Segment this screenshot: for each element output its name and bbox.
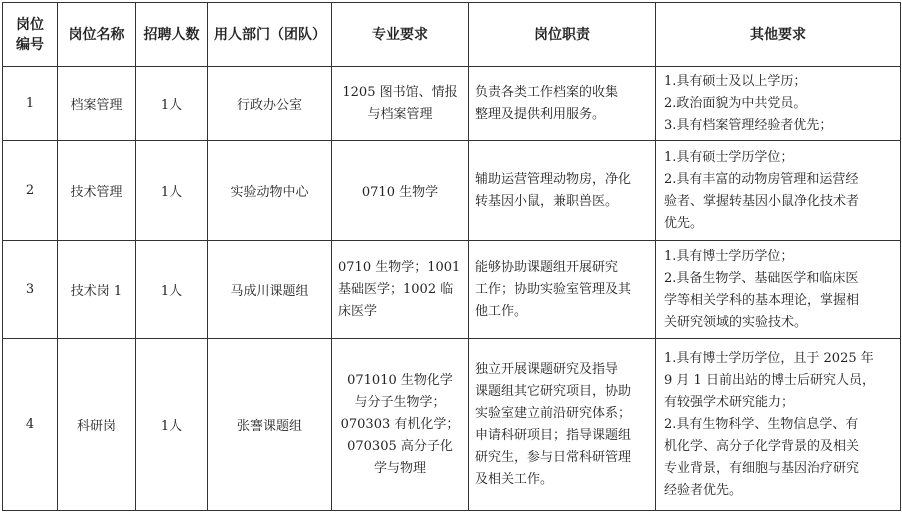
header-duty: 岗位职责 [469, 3, 656, 67]
cell-line: 学等相关学科的基本理论，掌握相 [664, 292, 860, 308]
header-department: 用人部门（团队） [208, 3, 332, 67]
cell-line: 1.具有博士学历学位，且于 2025 年 [664, 350, 874, 366]
cell-line: 关研究领域的实验技术。 [664, 314, 808, 330]
header-row [3, 3, 901, 67]
cell-name: 技术管理 [58, 141, 136, 241]
cell-id: 4 [3, 339, 58, 511]
cell-id: 1 [3, 67, 58, 141]
cell-dept: 马成川课题组 [208, 241, 332, 339]
cell-line: 整理及提供利用服务。 [475, 106, 606, 122]
cell-line: 及相关工作。 [475, 471, 554, 487]
cell-line: 验者、掌握转基因小鼠净化技术者 [664, 193, 860, 209]
cell-id: 2 [3, 141, 58, 241]
cell-line: 负责各类工作档案的收集 [475, 84, 619, 100]
cell-line: 1205 图书馆、情报 [342, 84, 458, 100]
cell-line: 能够协助课题组开展研究 [475, 259, 619, 275]
cell-line: 他工作。 [475, 303, 528, 319]
cell-other [656, 339, 901, 511]
table-row [3, 141, 901, 241]
cell-count: 1人 [136, 67, 208, 141]
cell-line: 学与物理 [373, 460, 426, 476]
table-row [3, 67, 901, 141]
cell-line: 床医学 [338, 303, 378, 319]
cell-line: 有较强学术研究能力； [664, 394, 795, 410]
cell-line: 申请科研项目；指导课题组 [475, 427, 632, 443]
cell-line: 0710 生物学 [361, 185, 439, 200]
header-position-id [3, 3, 58, 67]
cell-major [332, 241, 469, 339]
cell-line: 2.政治面貌为中共党员。 [664, 95, 807, 111]
cell-line: 研究生，参与日常科研管理 [475, 449, 632, 465]
cell-line: 1.具有博士学历学位； [664, 248, 794, 264]
header-headcount: 招聘人数 [136, 3, 208, 67]
cell-dept: 行政办公室 [208, 67, 332, 141]
cell-other [656, 67, 901, 141]
header-other: 其他要求 [656, 3, 901, 67]
header-position-id-line-1: 岗位 [16, 16, 44, 33]
cell-line: 1.具有硕士及以上学历； [664, 73, 807, 89]
table-row [3, 241, 901, 339]
cell-duty [469, 339, 656, 511]
cell-line: 070303 有机化学； [340, 416, 460, 432]
cell-line: 经验者优先。 [664, 482, 743, 498]
cell-line: 工作；协助实验室管理及其 [475, 281, 632, 297]
cell-major [332, 339, 469, 511]
cell-line: 2.具备生物学、基础医学和临床医 [664, 270, 859, 286]
cell-other [656, 141, 901, 241]
cell-duty [469, 241, 656, 339]
cell-line: 转基因小鼠，兼职兽医。 [475, 193, 619, 209]
cell-major [332, 67, 469, 141]
cell-line: 课题组其它研究项目，协助 [475, 383, 632, 399]
cell-duty [469, 141, 656, 241]
cell-line: 独立开展课题研究及指导 [475, 361, 619, 377]
cell-line: 3.具有档案管理经验者优先； [664, 117, 833, 133]
cell-name: 档案管理 [58, 67, 136, 141]
cell-line: 与分子生物学； [354, 394, 446, 410]
cell-count: 1人 [136, 241, 208, 339]
cell-line: 专业背景，有细胞与基因治疗研究 [664, 460, 860, 476]
cell-line: 070305 高分子化 [347, 438, 453, 454]
cell-duty [469, 67, 656, 141]
cell-other [656, 241, 901, 339]
cell-line: 2.具有生物科学、生物信息学、有 [664, 416, 859, 432]
cell-major [332, 141, 469, 241]
cell-id: 3 [3, 241, 58, 339]
header-position-name: 岗位名称 [58, 3, 136, 67]
cell-line: 机化学、高分子化学背景的及相关 [664, 438, 860, 454]
cell-line: 基础医学；1002 临 [338, 281, 454, 297]
header-position-id-line-2: 编号 [16, 36, 44, 53]
cell-dept: 实验动物中心 [208, 141, 332, 241]
cell-line: 071010 生物化学 [347, 372, 453, 388]
table-row [3, 339, 901, 511]
header-major: 专业要求 [332, 3, 469, 67]
cell-count: 1人 [136, 141, 208, 241]
recruitment-table [2, 2, 901, 511]
cell-dept: 张謇课题组 [208, 339, 332, 511]
cell-line: 实验室建立前沿研究体系； [475, 405, 632, 421]
cell-count: 1人 [136, 339, 208, 511]
cell-line: 辅助运营管理动物房，净化 [475, 171, 632, 187]
cell-name: 技术岗 1 [58, 241, 136, 339]
cell-name: 科研岗 [58, 339, 136, 511]
cell-line: 优先。 [664, 215, 704, 231]
cell-line: 1.具有硕士学历学位； [664, 149, 794, 165]
cell-line: 0710 生物学；1001 [338, 259, 461, 275]
cell-line: 2.具有丰富的动物房管理和运营经 [664, 171, 859, 187]
cell-line: 与档案管理 [367, 106, 433, 122]
cell-line: 9 月 1 日前出站的博士后研究人员， [664, 372, 875, 388]
